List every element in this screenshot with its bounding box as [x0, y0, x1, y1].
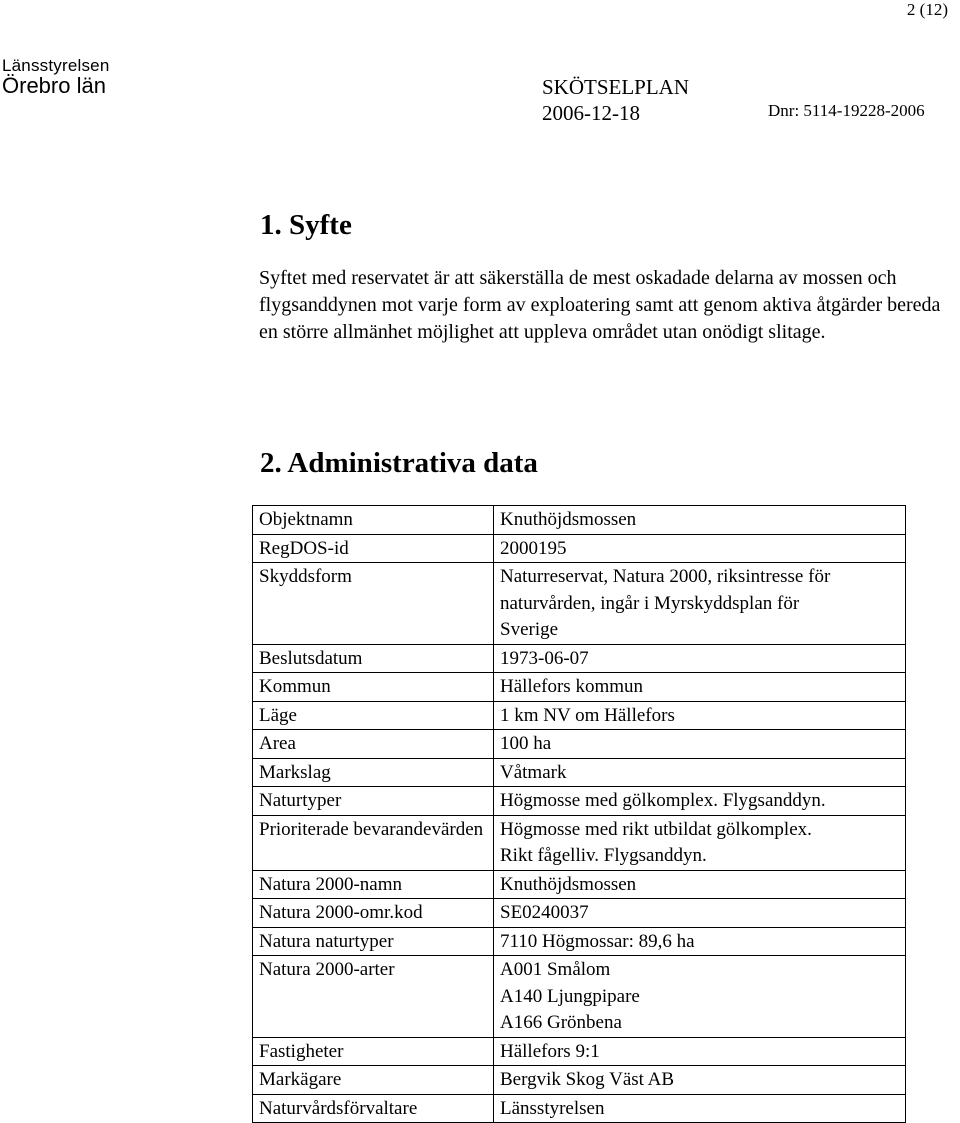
- field-value-line: naturvården, ingår i Myrskyddsplan för: [500, 592, 800, 614]
- field-value: [494, 534, 906, 563]
- field-value-line: Sverige: [500, 619, 559, 640]
- field-label: Läge: [253, 701, 494, 730]
- table-row: [253, 787, 906, 816]
- administrative-data-table: [252, 505, 906, 1123]
- field-value-line: Länsstyrelsen: [500, 1097, 605, 1119]
- field-value: [494, 673, 906, 702]
- field-value: [494, 927, 906, 956]
- field-value-line: 7110 Högmossar: 89,6 ha: [500, 930, 695, 952]
- table-row: [253, 870, 906, 899]
- field-label: Natura 2000-arter: [253, 956, 494, 1038]
- field-value-line: Bergvik Skog Väst AB: [500, 1069, 675, 1090]
- field-label: Area: [253, 730, 494, 759]
- field-value: [494, 701, 906, 730]
- table-row: [253, 730, 906, 759]
- field-label: Fastigheter: [253, 1037, 494, 1066]
- field-value-line: Högmosse med gölkomplex. Flygsanddyn.: [500, 790, 826, 811]
- section-heading-syfte: 1. Syfte: [260, 209, 352, 241]
- field-label: Objektnamn: [253, 506, 494, 535]
- field-value: [494, 1037, 906, 1066]
- field-value-line: A001 Smålom: [500, 959, 611, 980]
- section-heading-administrativa-data: 2. Administrativa data: [260, 447, 538, 479]
- administrative-data-body: [253, 506, 906, 1123]
- field-value-line: 2000195: [500, 537, 567, 559]
- table-row: [253, 701, 906, 730]
- field-value: [494, 1066, 906, 1095]
- field-value-line: 1973-06-07: [500, 647, 589, 669]
- field-label: Prioriterade bevarandevärden: [253, 815, 494, 870]
- document-date: 2006-12-18: [542, 101, 640, 125]
- table-row: [253, 927, 906, 956]
- field-label: Naturtyper: [253, 787, 494, 816]
- table-row: [253, 673, 906, 702]
- field-value: [494, 644, 906, 673]
- field-value-line: 100 ha: [500, 733, 552, 754]
- field-value: [494, 506, 906, 535]
- field-value: [494, 870, 906, 899]
- field-value: [494, 787, 906, 816]
- document-title: SKÖTSELPLAN: [542, 75, 690, 99]
- agency-logo: [2, 57, 110, 97]
- field-value-line: Hällefors kommun: [500, 676, 644, 697]
- field-value-line: Våtmark: [500, 761, 567, 783]
- table-row: [253, 758, 906, 787]
- page-number: 2 (12): [906, 0, 948, 19]
- field-value-line: A166 Grönbena: [500, 1012, 622, 1033]
- field-value: [494, 758, 906, 787]
- table-row: [253, 563, 906, 645]
- field-value-line: SE0240037: [500, 902, 589, 923]
- field-label: Markägare: [253, 1066, 494, 1095]
- field-label: Markslag: [253, 758, 494, 787]
- document-reference-number: Dnr: 5114-19228-2006: [768, 101, 925, 120]
- table-row: [253, 1066, 906, 1095]
- document-header: [542, 74, 689, 126]
- logo-line-agency: Länsstyrelsen: [2, 56, 110, 75]
- field-value-line: Högmosse med rikt utbildat gölkomplex.: [500, 818, 812, 840]
- table-row: [253, 899, 906, 928]
- field-value-line: Hällefors 9:1: [500, 1040, 600, 1062]
- field-value: [494, 956, 906, 1038]
- section-text-syfte: Syftet med reservatet är att säkerställa de mest oskadade delarna av mossen och flygsanddynen mot varje form av exploatering samt att genom aktiva åtgärder bereda en större allmänhet möjlighet att uppleva området utan onödigt slitage.: [259, 267, 941, 343]
- field-value-line: 1 km NV om Hällefors: [500, 704, 675, 726]
- table-row: [253, 506, 906, 535]
- table-row: [253, 1094, 906, 1123]
- field-value-line: A140 Ljungpipare: [500, 985, 640, 1007]
- logo-line-county: Örebro län: [2, 73, 106, 98]
- field-label: Beslutsdatum: [253, 644, 494, 673]
- field-label: Natura naturtyper: [253, 927, 494, 956]
- field-label: Naturvårdsförvaltare: [253, 1094, 494, 1123]
- table-row: [253, 815, 906, 870]
- field-label: Skyddsform: [253, 563, 494, 645]
- field-label: Kommun: [253, 673, 494, 702]
- field-value: [494, 563, 906, 645]
- field-value: [494, 815, 906, 870]
- field-label: Natura 2000-omr.kod: [253, 899, 494, 928]
- field-value: [494, 899, 906, 928]
- table-row: [253, 534, 906, 563]
- field-label: Natura 2000-namn: [253, 870, 494, 899]
- field-value: [494, 1094, 906, 1123]
- field-label: RegDOS-id: [253, 534, 494, 563]
- table-row: [253, 1037, 906, 1066]
- field-value: [494, 730, 906, 759]
- field-value-line: Rikt fågelliv. Flygsanddyn.: [500, 845, 707, 866]
- field-value-line: Naturreservat, Natura 2000, riksintresse för: [500, 566, 831, 587]
- field-value-line: Knuthöjdsmossen: [500, 509, 637, 530]
- field-value-line: Knuthöjdsmossen: [500, 873, 637, 895]
- table-row: [253, 956, 906, 1038]
- table-row: [253, 644, 906, 673]
